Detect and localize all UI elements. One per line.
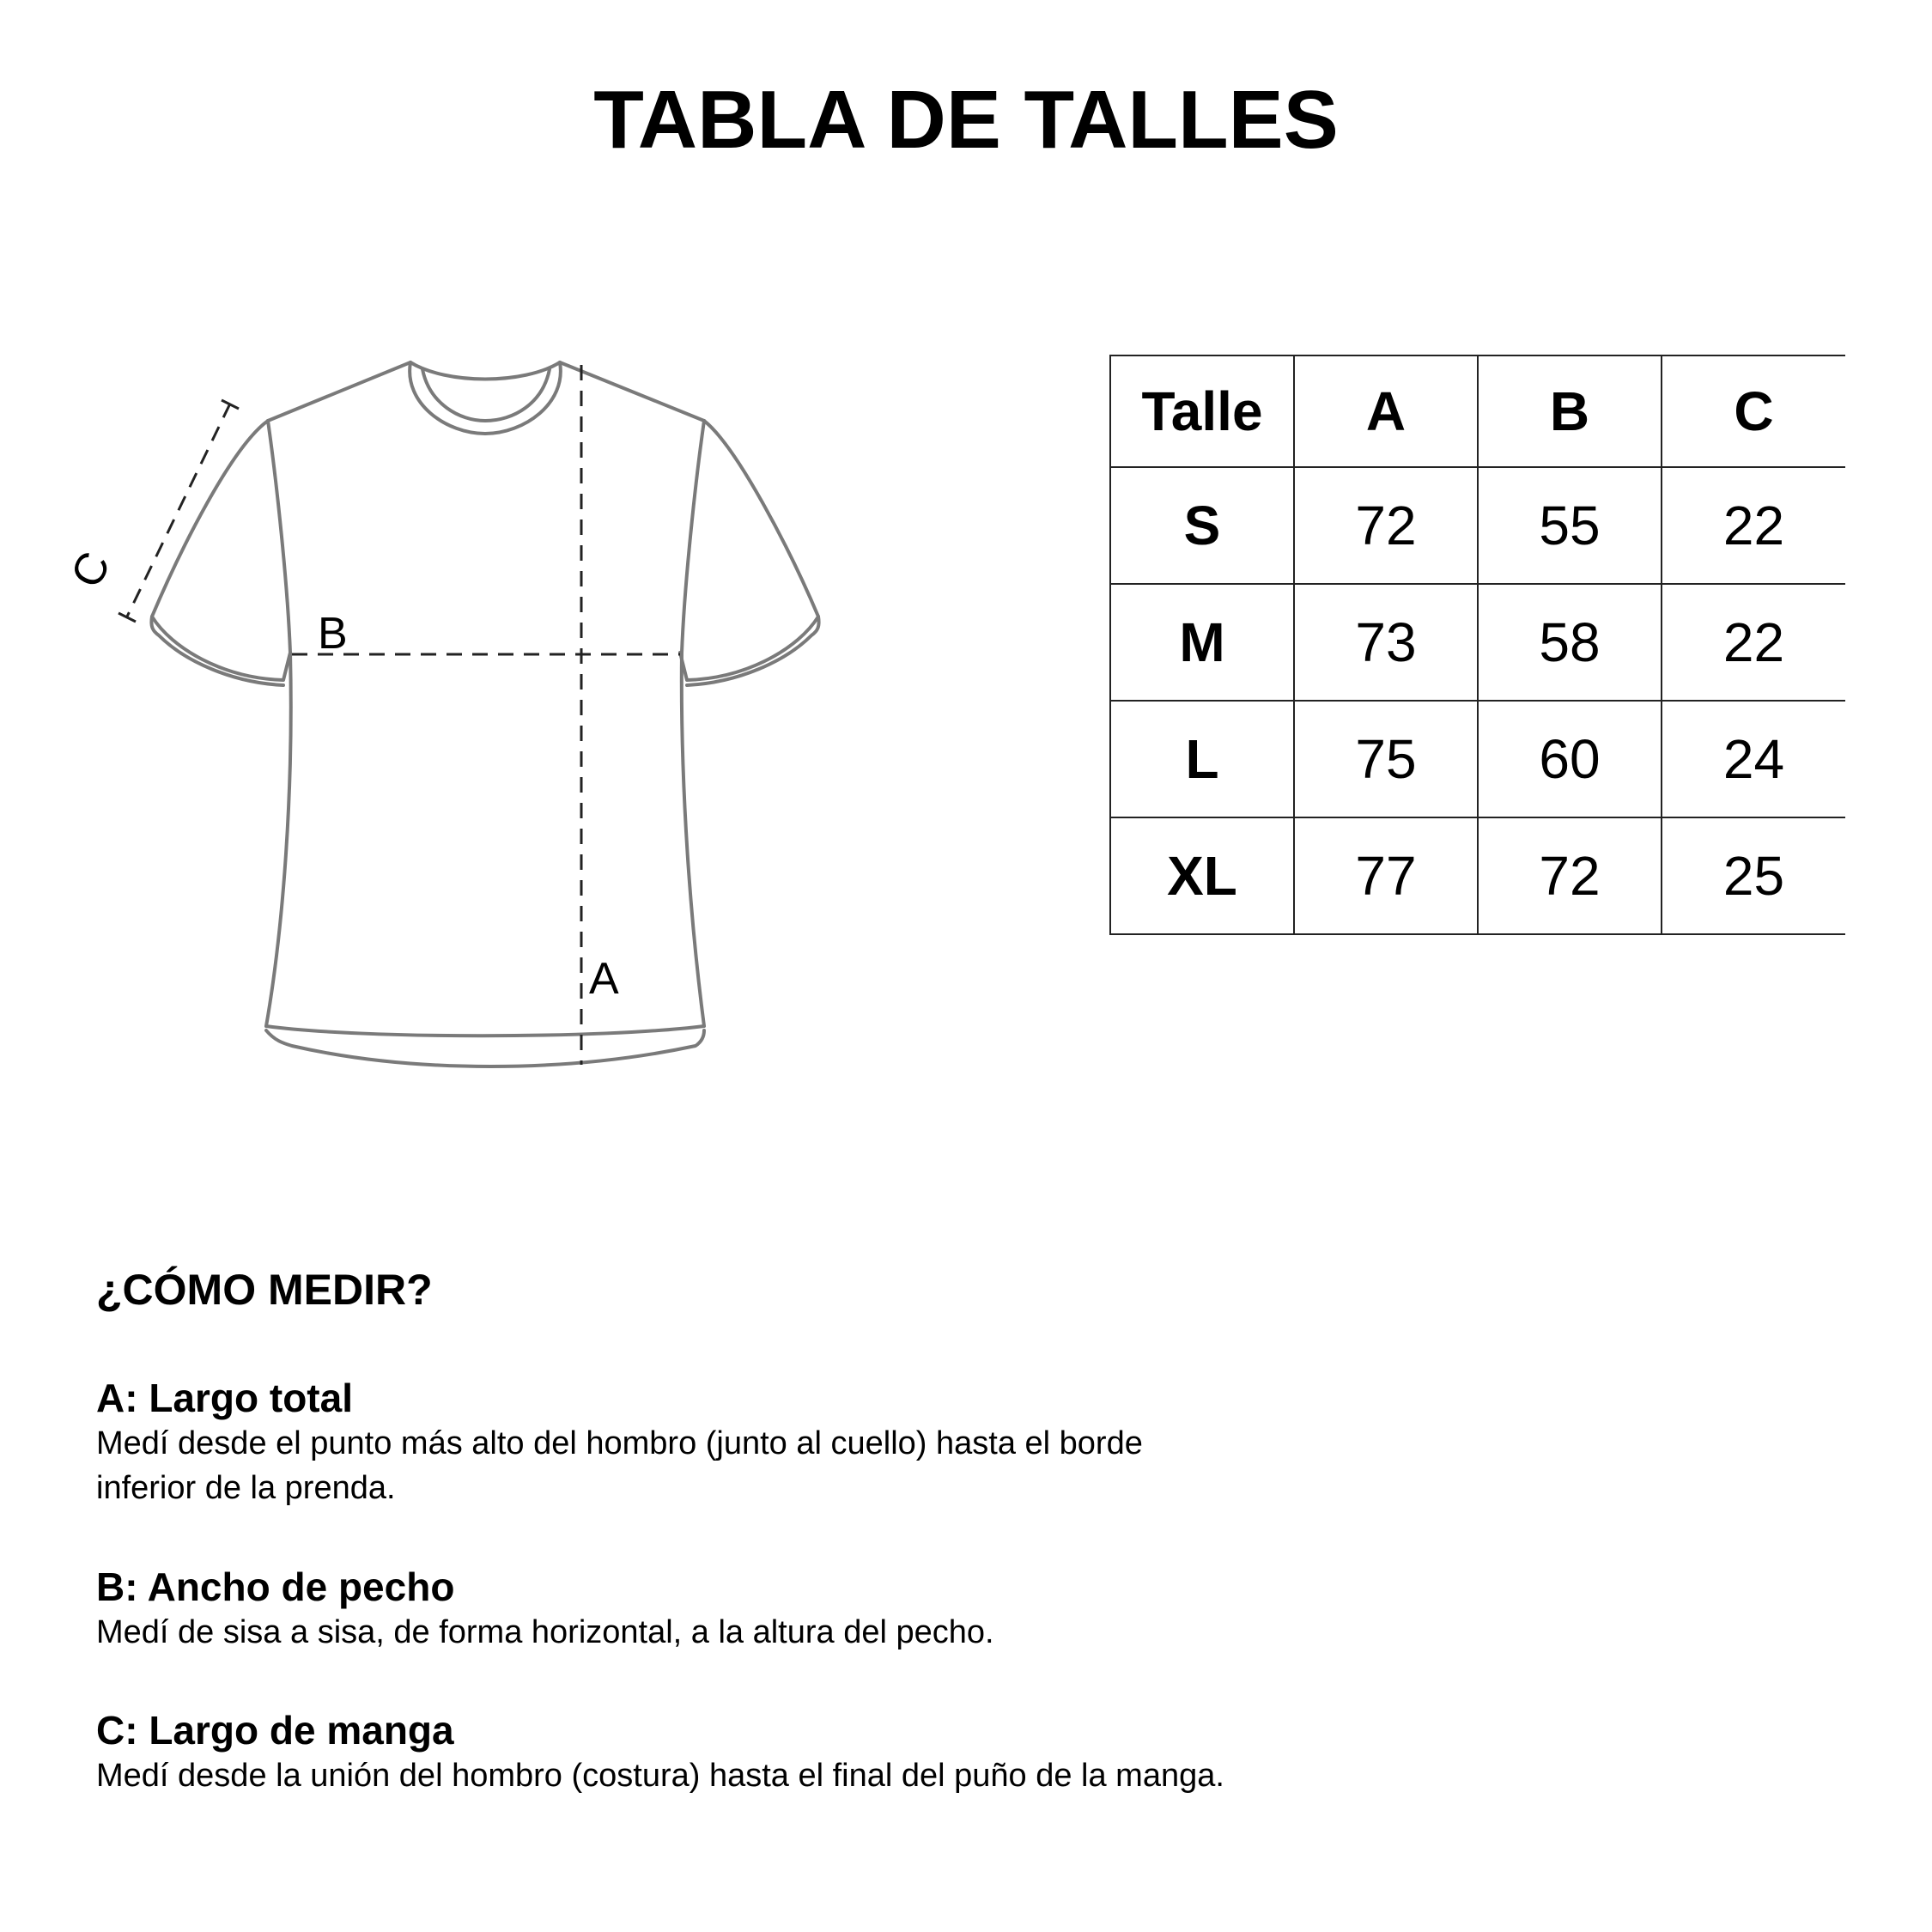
value-c-cell: 24 — [1662, 701, 1845, 817]
right-cuff — [687, 617, 819, 685]
measure-a-instructions — [96, 1376, 1728, 1511]
right-side — [682, 421, 704, 1026]
measure-c-title: C: Largo de manga — [96, 1708, 454, 1753]
left-side — [266, 421, 291, 1026]
collar-rib — [422, 369, 550, 421]
measure-b-title: B: Ancho de pecho — [96, 1564, 455, 1609]
measure-a-title: A: Largo total — [96, 1376, 353, 1420]
size-cell: S — [1110, 467, 1294, 584]
value-c-cell: 22 — [1662, 584, 1845, 701]
header-talle: Talle — [1110, 355, 1294, 467]
collar-outer — [410, 362, 560, 380]
header-c: C — [1662, 355, 1845, 467]
header-b: B — [1478, 355, 1662, 467]
table-row — [1110, 584, 1845, 701]
value-a-cell: 77 — [1294, 817, 1478, 934]
value-b-cell: 55 — [1478, 467, 1662, 584]
size-cell: L — [1110, 701, 1294, 817]
measure-b-instructions — [96, 1564, 1728, 1655]
size-cell: XL — [1110, 817, 1294, 934]
measure-c-line — [127, 404, 230, 617]
table-header-row — [1110, 355, 1845, 467]
value-b-cell: 58 — [1478, 584, 1662, 701]
how-to-measure-title: ¿CÓMO MEDIR? — [96, 1266, 433, 1314]
label-c: C — [61, 544, 121, 596]
measure-c-cap-top — [222, 400, 239, 409]
how-to-measure-section — [96, 1267, 1728, 1851]
value-a-cell: 73 — [1294, 584, 1478, 701]
label-a: A — [589, 954, 619, 1004]
right-sleeve — [680, 421, 818, 680]
value-c-cell: 25 — [1662, 817, 1845, 934]
table-row — [1110, 701, 1845, 817]
page-title: TABLA DE TALLES — [593, 74, 1339, 166]
header-a: A — [1294, 355, 1478, 467]
left-sleeve — [152, 421, 290, 680]
size-table — [1109, 355, 1845, 935]
table-row — [1110, 467, 1845, 584]
left-cuff — [151, 617, 283, 685]
left-shoulder — [268, 362, 410, 421]
tshirt-diagram — [0, 0, 859, 1116]
measure-a-description: Medí desde el punto más alto del hombro (junto al cuello) hasta el borde inferior de la prenda. — [96, 1425, 1143, 1507]
hem-top — [266, 1026, 704, 1036]
table-row — [1110, 817, 1845, 934]
label-b: B — [318, 609, 348, 659]
value-a-cell: 72 — [1294, 467, 1478, 584]
measure-b-description: Medí de sisa a sisa, de forma horizontal, a la altura del pecho. — [96, 1613, 994, 1650]
value-b-cell: 72 — [1478, 817, 1662, 934]
measure-c-instructions — [96, 1708, 1728, 1798]
value-c-cell: 22 — [1662, 467, 1845, 584]
value-a-cell: 75 — [1294, 701, 1478, 817]
measure-c-description: Medí desde la unión del hombro (costura) hasta el final del puño de la manga. — [96, 1757, 1224, 1794]
size-cell: M — [1110, 584, 1294, 701]
value-b-cell: 60 — [1478, 701, 1662, 817]
